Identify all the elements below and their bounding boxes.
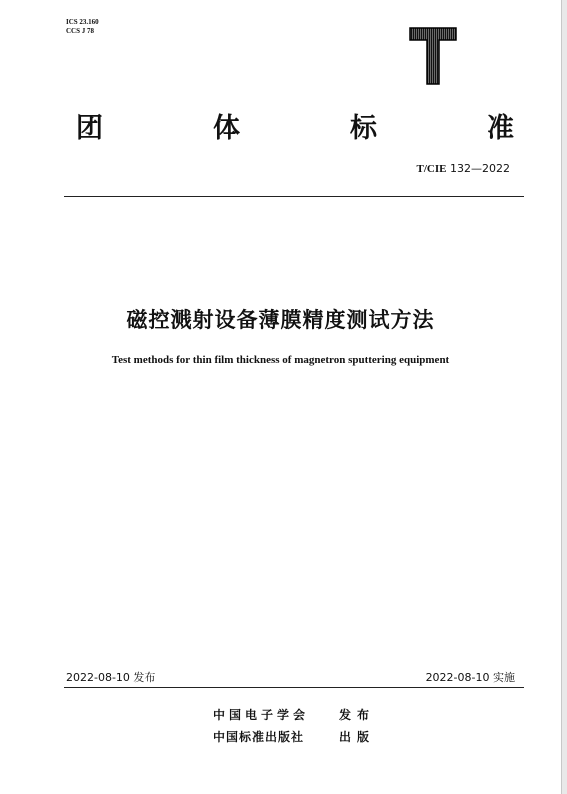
category-char: 体 <box>213 113 240 144</box>
category-char: 标 <box>350 113 377 144</box>
standard-logo-icon <box>408 26 458 86</box>
standard-prefix: T/CIE <box>416 163 447 175</box>
standard-number <box>417 162 510 175</box>
category-char: 准 <box>487 113 514 144</box>
organization-name: 中国标准出版社 <box>213 730 305 744</box>
category-title <box>76 106 514 145</box>
organizations-block <box>213 704 375 748</box>
organization-role: 出版 <box>339 730 376 744</box>
organization-row <box>213 704 375 726</box>
category-char: 团 <box>76 113 103 144</box>
standard-code: 132—2022 <box>450 162 510 175</box>
ics-code: ICS 23.160 <box>66 18 99 26</box>
organization-role: 发布 <box>339 708 376 722</box>
organization-name: 中国电子学会 <box>213 708 310 722</box>
organization-row <box>213 726 375 748</box>
document-title-chinese: 磁控溅射设备薄膜精度测试方法 <box>126 308 435 332</box>
top-divider <box>64 196 524 197</box>
issue-date: 2022-08-10 发布 <box>66 671 156 684</box>
classification-codes <box>66 18 99 36</box>
document-title-english: Test methods for thin film thickness of magnetron sputtering equipment <box>111 354 450 366</box>
ccs-code: CCS J 78 <box>66 27 95 35</box>
bottom-divider <box>64 687 524 688</box>
implement-date: 2022-08-10 实施 <box>425 671 515 684</box>
